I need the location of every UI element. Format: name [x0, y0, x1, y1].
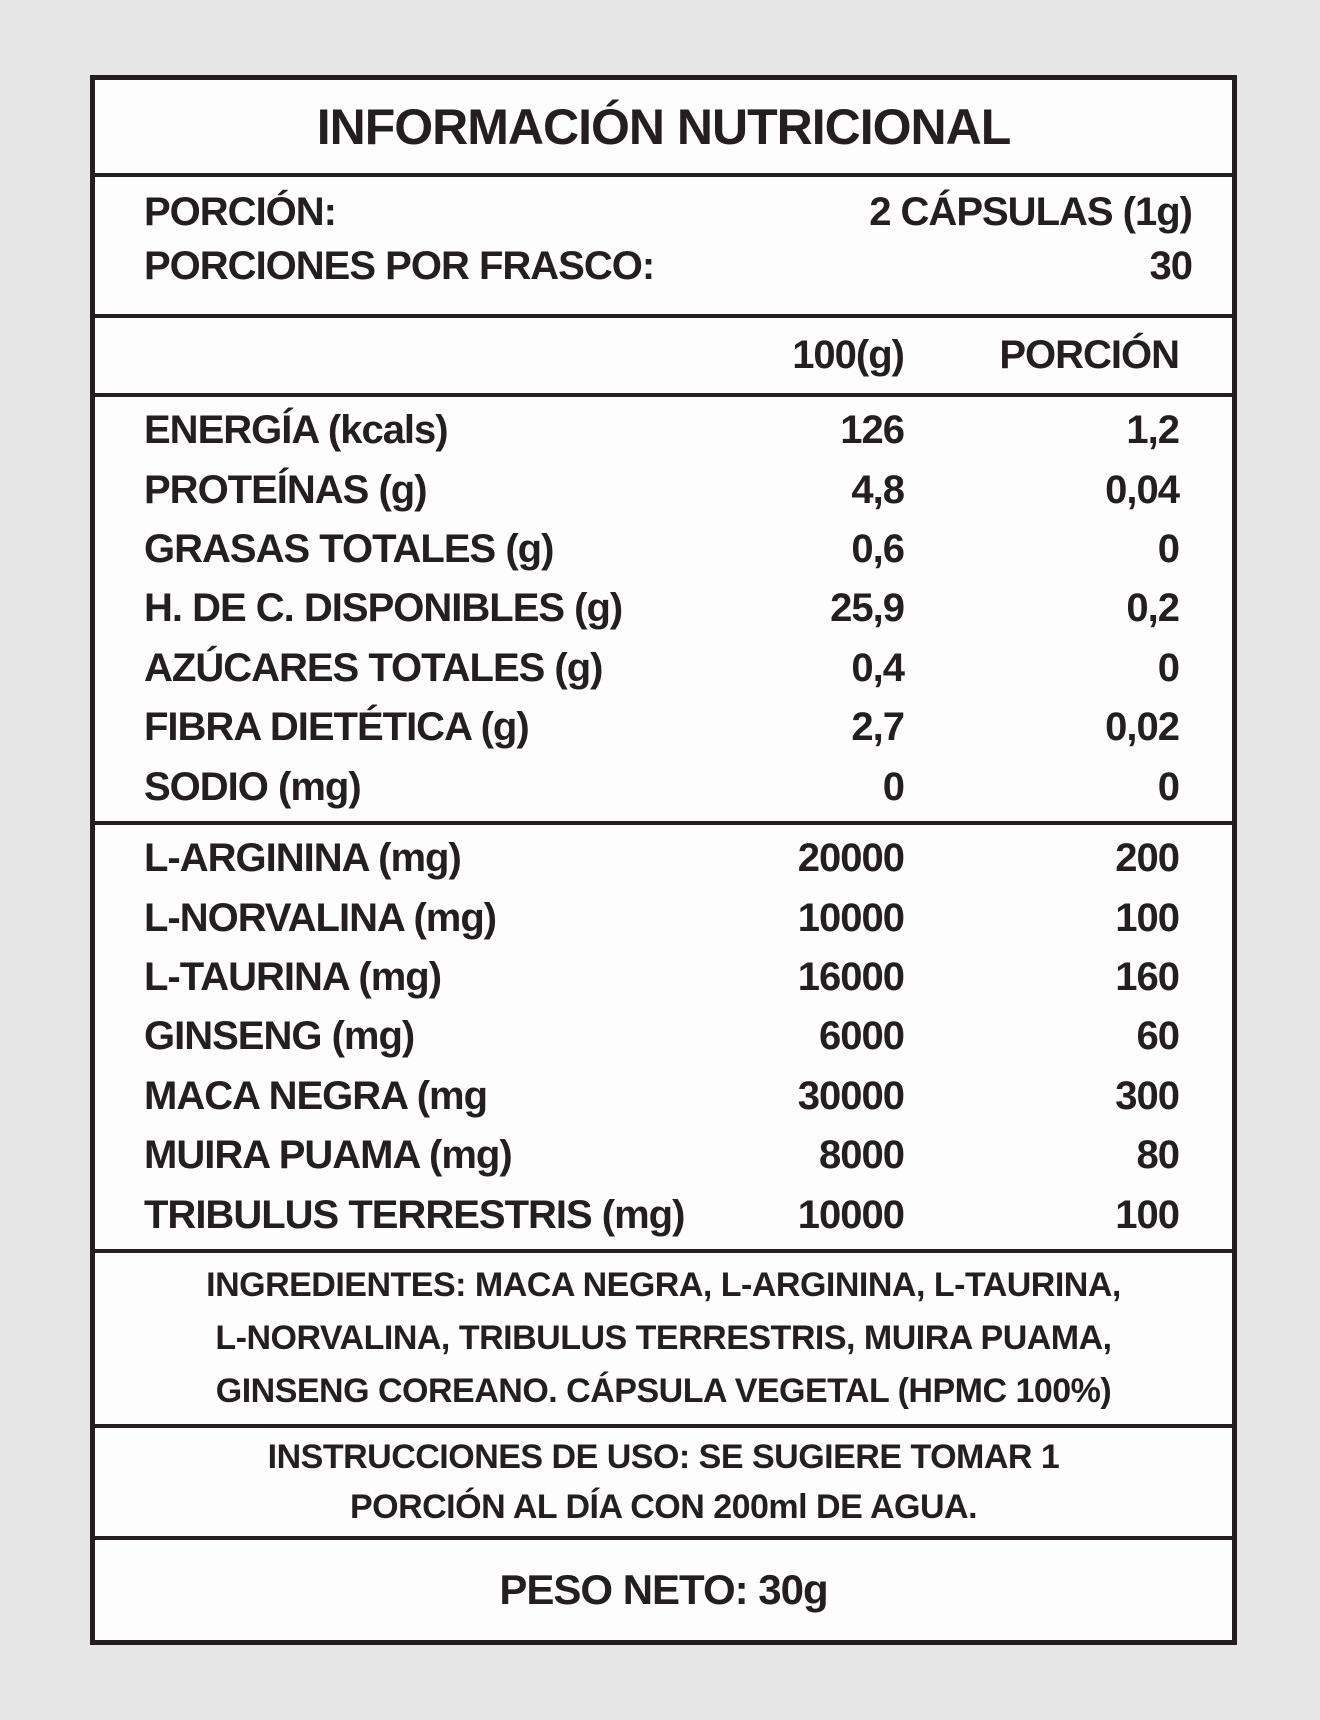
active-name: L-TAURINA (mg) — [144, 955, 442, 1000]
nutrient-name: GRASAS TOTALES (g) — [144, 527, 554, 572]
value-per-100g: 0,6 — [851, 527, 904, 572]
serving-size-value: 2 CÁPSULAS (1g) — [869, 189, 1192, 234]
active-name: MUIRA PUAMA (mg) — [144, 1133, 512, 1178]
net-weight-section — [95, 1536, 1232, 1640]
nutrient-name: FIBRA DIETÉTICA (g) — [144, 705, 529, 750]
serving-size-row — [144, 185, 1192, 239]
servings-per-container-label: PORCIONES POR FRASCO: — [144, 243, 655, 288]
value-per-portion: 100 — [1115, 1192, 1179, 1237]
table-row — [95, 1067, 1232, 1126]
table-row — [95, 401, 1232, 460]
table-row — [95, 948, 1232, 1007]
value-per-100g: 126 — [840, 408, 904, 453]
title-section — [95, 80, 1232, 173]
value-per-100g: 20000 — [797, 836, 904, 881]
serving-section — [95, 173, 1232, 314]
table-row — [95, 520, 1232, 579]
value-per-portion: 1,2 — [1126, 408, 1179, 453]
ingredients-line: L-NORVALINA, TRIBULUS TERRESTRIS, MUIRA PUAMA, — [215, 1319, 1112, 1357]
ingredients-line: GINSENG COREANO. CÁPSULA VEGETAL (HPMC 100%) — [215, 1372, 1112, 1410]
active-name: GINSENG (mg) — [144, 1014, 415, 1059]
value-per-portion: 0,2 — [1126, 586, 1179, 631]
nutrients-table-section — [95, 393, 1232, 821]
value-per-100g: 30000 — [797, 1073, 904, 1118]
nutrient-name: SODIO (mg) — [144, 764, 361, 809]
value-per-100g: 16000 — [797, 955, 904, 1000]
nutrient-name: AZÚCARES TOTALES (g) — [144, 645, 603, 690]
servings-per-container-value: 30 — [1149, 243, 1192, 288]
active-name: L-NORVALINA (mg) — [144, 895, 497, 940]
value-per-100g: 0,4 — [851, 645, 904, 690]
value-per-portion: 0 — [1157, 645, 1179, 690]
table-row — [95, 888, 1232, 947]
table-row — [95, 1126, 1232, 1185]
nutrient-name: ENERGÍA (kcals) — [144, 408, 448, 453]
active-name: TRIBULUS TERRESTRIS (mg) — [144, 1192, 685, 1237]
nutrient-name: PROTEÍNAS (g) — [144, 467, 427, 512]
table-row — [95, 579, 1232, 638]
ingredients-line: INGREDIENTES: MACA NEGRA, L-ARGININA, L-TAURINA, — [206, 1266, 1121, 1304]
value-per-portion: 100 — [1115, 895, 1179, 940]
active-name: L-ARGININA (mg) — [144, 836, 461, 881]
serving-size-label: PORCIÓN: — [144, 189, 336, 234]
table-row — [95, 758, 1232, 817]
value-per-100g: 8000 — [819, 1133, 904, 1178]
panel-title: INFORMACIÓN NUTRICIONAL — [316, 98, 1011, 155]
value-per-100g: 0 — [882, 764, 904, 809]
value-per-100g: 2,7 — [851, 705, 904, 750]
value-per-portion: 160 — [1115, 955, 1179, 1000]
net-weight-value: PESO NETO: 30g — [499, 1566, 828, 1613]
value-per-100g: 10000 — [797, 895, 904, 940]
nutrition-facts-panel — [90, 75, 1237, 1645]
value-per-100g: 10000 — [797, 1192, 904, 1237]
table-row — [95, 639, 1232, 698]
value-per-portion: 60 — [1136, 1014, 1179, 1059]
column-header-row — [95, 314, 1232, 393]
value-per-portion: 0,02 — [1105, 705, 1179, 750]
value-per-portion: 0 — [1157, 764, 1179, 809]
instructions-section — [95, 1424, 1232, 1536]
table-row — [95, 1007, 1232, 1066]
column-header-per100: 100(g) — [792, 333, 904, 377]
nutrient-name: H. DE C. DISPONIBLES (g) — [144, 586, 623, 631]
value-per-portion: 300 — [1115, 1073, 1179, 1118]
instructions-line: INSTRUCCIONES DE USO: SE SUGIERE TOMAR 1 — [267, 1438, 1060, 1476]
value-per-portion: 200 — [1115, 836, 1179, 881]
instructions-line: PORCIÓN AL DÍA CON 200ml DE AGUA. — [349, 1488, 978, 1526]
ingredients-section — [95, 1249, 1232, 1424]
table-row — [95, 1186, 1232, 1245]
active-name: MACA NEGRA (mg — [144, 1073, 488, 1118]
value-per-100g: 4,8 — [851, 467, 904, 512]
value-per-portion: 80 — [1136, 1133, 1179, 1178]
column-header-portion: PORCIÓN — [999, 333, 1179, 377]
value-per-portion: 0 — [1157, 527, 1179, 572]
table-row — [95, 829, 1232, 888]
value-per-portion: 0,04 — [1105, 467, 1179, 512]
value-per-100g: 25,9 — [830, 586, 904, 631]
table-row — [95, 698, 1232, 757]
value-per-100g: 6000 — [819, 1014, 904, 1059]
actives-table-section — [95, 821, 1232, 1249]
servings-per-container-row — [144, 239, 1192, 293]
table-row — [95, 460, 1232, 519]
